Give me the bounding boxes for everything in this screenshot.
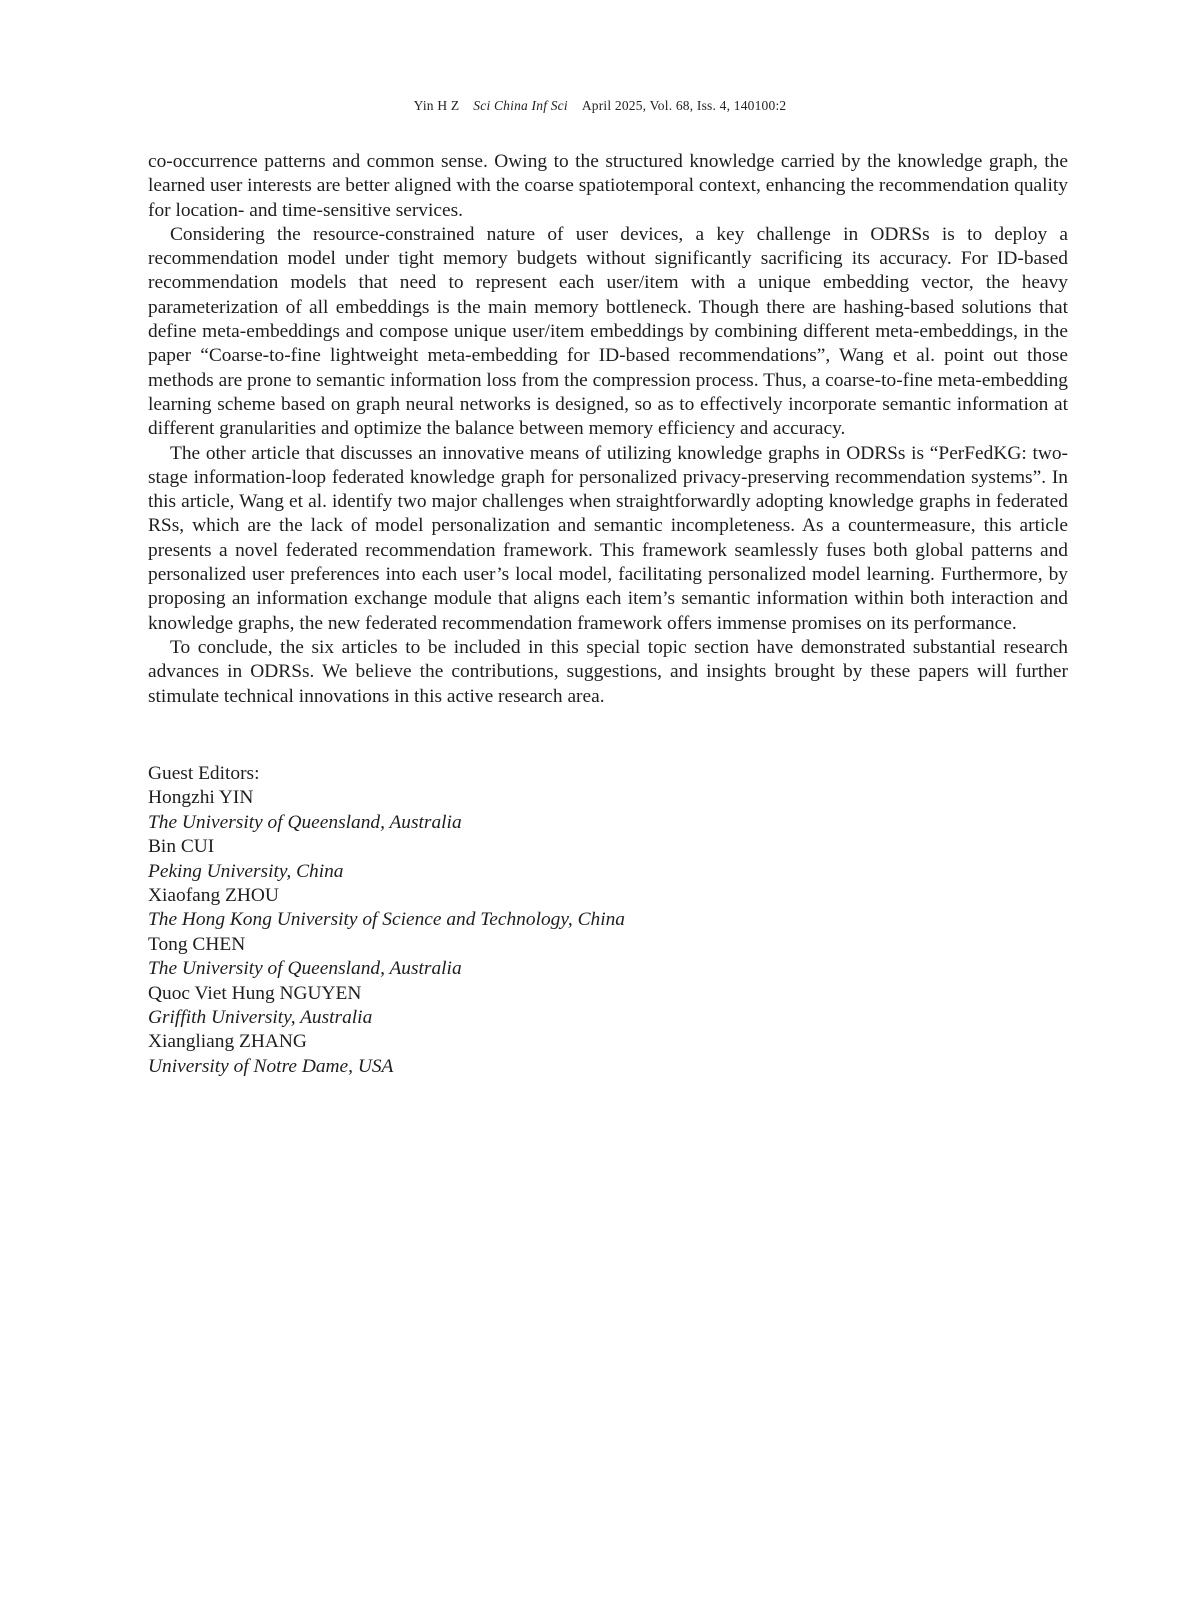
editor-name: Quoc Viet Hung NGUYEN xyxy=(148,982,362,1004)
editor-name: Xiangliang ZHANG xyxy=(148,1031,307,1053)
editor-affiliation: The University of Queensland, Australia xyxy=(148,958,462,980)
header-authors: Yin H Z xyxy=(413,98,460,113)
editor-affiliation: The Hong Kong University of Science and Technology, China xyxy=(148,909,625,931)
paragraph-conclusion: To conclude, the six articles to be included in this special topic section have demonstrated substantial research advances in ODRSs. We believe the contributions, suggestions, and insights brought by these papers will further stimulate technical innovations in this active research area. xyxy=(148,636,1068,707)
header-journal: Sci China Inf Sci xyxy=(473,98,568,113)
editor-name: Xiaofang ZHOU xyxy=(148,885,279,907)
paragraph-continued: co-occurrence patterns and common sense. Owing to the structured knowledge carried by the knowledge graph, the learned user interests are better aligned with the coarse spatiotemporal context, enhancing the recommendation quality for location- and time-sensitive services. xyxy=(148,151,1068,221)
editor-name: Tong CHEN xyxy=(148,933,246,955)
editor-affiliation: Peking University, China xyxy=(148,860,344,882)
editor-name: Hongzhi YIN xyxy=(148,787,254,809)
editor-affiliation: Griffith University, Australia xyxy=(148,1007,373,1029)
article-body xyxy=(148,150,1068,709)
editor-affiliation: The University of Queensland, Australia xyxy=(148,811,462,833)
guest-editors-heading: Guest Editors: xyxy=(148,763,260,784)
running-header xyxy=(0,98,1200,114)
editor-affiliation: University of Notre Dame, USA xyxy=(148,1055,394,1077)
paragraph-lightweight-embedding: Considering the resource-constrained nature of user devices, a key challenge in ODRSs is to deploy a recommendation model under tight memory budgets without significantly sacrificing its accuracy. For ID-based recommendation models that need to represent each user/item with a unique embedding vector, the heavy parameterization of all embeddings is the main memory bottleneck. Though there are hashing-based solutions that define meta-embeddings and compose unique user/item embeddings by combining different meta-embeddings, in the paper “Coarse-to-fine lightweight meta-embedding for ID-based recommendations”, Wang et al. point out those methods are prone to semantic information loss from the compression process. Thus, a coarse-to-fine meta-embedding learning scheme based on graph neural networks is designed, so as to effectively incorporate semantic information at different granularities and optimize the balance between memory efficiency and accuracy. xyxy=(148,223,1068,440)
paragraph-perfedkg: The other article that discusses an innovative means of utilizing knowledge graphs in ODRSs is “PerFedKG: two-stage information-loop federated knowledge graph for personalized privacy-preserving recommendation systems”. In this article, Wang et al. identify two major challenges when straightforwardly adopting knowledge graphs in federated RSs, which are the lack of model personalization and semantic incompleteness. As a countermeasure, this article presents a novel federated recommendation framework. This framework seamlessly fuses both global patterns and personalized user preferences into each user’s local model, facilitating personalized model learning. Furthermore, by proposing an information exchange module that aligns each item’s semantic information within both interaction and knowledge graphs, the new federated recommendation framework offers immense promises on its performance. xyxy=(148,442,1068,634)
guest-editors xyxy=(148,762,1048,1079)
header-citation: April 2025, Vol. 68, Iss. 4, 140100:2 xyxy=(581,98,787,113)
editor-name: Bin CUI xyxy=(148,836,215,858)
